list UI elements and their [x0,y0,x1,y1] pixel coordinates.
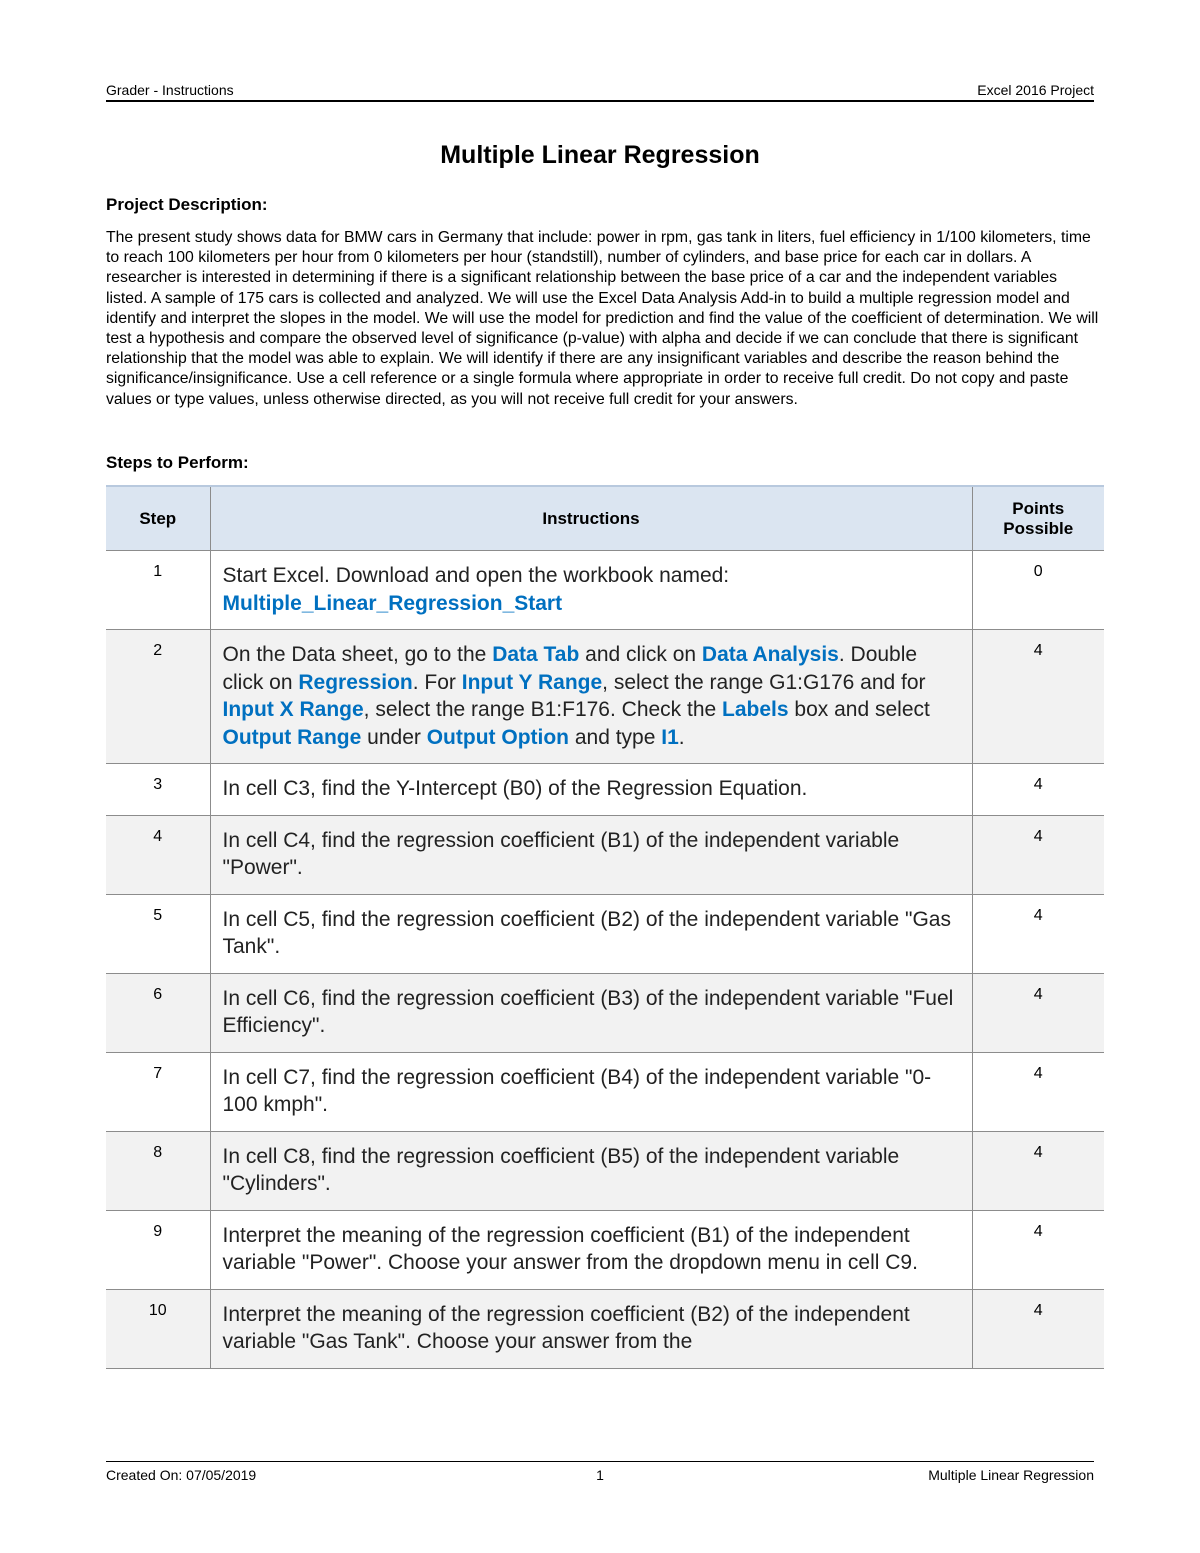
header-instructions: Instructions [210,486,972,551]
step-number: 9 [106,1210,210,1289]
step-instructions [210,894,972,973]
step-instructions [210,630,972,764]
table-header-row [106,486,1104,551]
table-row [106,815,1104,894]
instruction-text: and type [569,725,662,749]
step-instructions [210,1131,972,1210]
step-points: 4 [972,894,1104,973]
table-row [106,1289,1104,1368]
table-row [106,551,1104,630]
instruction-keyword: Regression [298,670,413,694]
step-number: 2 [106,630,210,764]
header-points-line1: Points [1012,498,1065,518]
step-number: 6 [106,973,210,1052]
table-row [106,1131,1104,1210]
instruction-text: In cell C3, find the Y-Intercept (B0) of the Regression Equation. [222,777,808,800]
instruction-keyword: Input Y Range [461,670,603,694]
footer-right: Multiple Linear Regression [928,1467,1094,1483]
table-row [106,630,1104,764]
header-points-line2: Possible [1003,518,1074,538]
instruction-text: . For [412,670,462,694]
steps-table [106,485,1104,1369]
step-instructions [210,1052,972,1131]
instruction-text: In cell C6, find the regression coefficient (B3) of the independent variable "Fuel Efficiency". [222,986,954,1037]
step-instructions [210,551,972,630]
instruction-keyword: Labels [722,698,789,721]
step-points: 4 [972,1210,1104,1289]
step-instructions [210,764,972,816]
header-right: Excel 2016 Project [977,82,1094,98]
instruction-text: under [361,725,427,749]
page-footer [106,1461,1094,1483]
instruction-text: , select the range G1:G176 and for [602,670,926,694]
instruction-keyword: Output Option [426,725,570,749]
table-row [106,973,1104,1052]
instruction-text: In cell C8, find the regression coefficient (B5) of the independent variable "Cylinders". [222,1144,900,1195]
instruction-text: Interpret the meaning of the regression coefficient (B1) of the independent variable "Power". Choose your answer from the dropdown menu in cell C9. [222,1223,918,1274]
table-row [106,1210,1104,1289]
step-number: 5 [106,894,210,973]
instruction-keyword: Data Tab [492,643,580,666]
step-points: 4 [972,764,1104,816]
footer-left: Created On: 07/05/2019 [106,1467,257,1483]
step-instructions [210,973,972,1052]
step-instructions [210,815,972,894]
instruction-text: Start Excel. Download and open the workbook named: [222,564,730,587]
step-points: 4 [972,973,1104,1052]
instruction-text: In cell C5, find the regression coefficient (B2) of the independent variable "Gas Tank". [222,907,951,958]
step-number: 7 [106,1052,210,1131]
step-number: 10 [106,1289,210,1368]
table-row [106,894,1104,973]
page-header [106,82,1094,102]
instruction-text: , select the range B1:F176. Check the [363,698,723,721]
table-row [106,764,1104,816]
instruction-text: In cell C7, find the regression coefficient (B4) of the independent variable "0-100 kmph". [222,1065,932,1116]
project-description-text: The present study shows data for BMW cars in Germany that include: power in rpm, gas tank in liters, fuel efficiency in 1/100 kilometers, time to reach 100 kilometers per hour from 0 kilometers per hour (standstill), number of cylinders, and base price for each car in dollars. A researcher is interested in determining if there is a significant relationship between the base price of a car and the independent variables listed. A sample of 175 cars is collected and analyzed. We will use the Excel Data Analysis Add-in to build a multiple regression model and identify and interpret the slopes in the model. We will use the model for prediction and find the value of the coefficient of determination. We will test a hypothesis and compare the observed level of significance (p-value) with alpha and decide if we can conclude that there is significant relationship that the model was able to explain. We will identify if there are any insignificant variables and describe the reason behind the significance/insignificance. Use a cell reference or a single formula where appropriate in order to receive full credit. Do not copy and paste values or type values, unless otherwise directed, as you will not receive full credit for your answers. [106,229,1099,408]
page-title: Multiple Linear Regression [440,141,760,169]
instruction-text: box and select [788,698,930,721]
steps-heading: Steps to Perform: [106,453,249,472]
step-instructions [210,1289,972,1368]
instruction-text: and click on [579,643,702,666]
header-step: Step [106,486,210,551]
instruction-keyword: Input X Range [222,698,364,721]
instruction-text: . [678,725,685,749]
step-points: 4 [972,1289,1104,1368]
step-points: 4 [972,1131,1104,1210]
step-points: 4 [972,630,1104,764]
step-number: 4 [106,815,210,894]
footer-page-number: 1 [596,1467,604,1483]
instruction-text: On the Data sheet, go to the [222,643,493,666]
project-description-heading: Project Description: [106,195,268,214]
header-points [972,486,1104,551]
step-number: 8 [106,1131,210,1210]
step-instructions [210,1210,972,1289]
instruction-keyword: Multiple_Linear_Regression_Start [222,591,563,615]
instruction-keyword: Data Analysis [701,643,839,666]
instruction-text: Interpret the meaning of the regression coefficient (B2) of the independent variable "Gas Tank". Choose your answer from the [222,1302,910,1353]
table-row [106,1052,1104,1131]
step-number: 3 [106,764,210,816]
step-points: 4 [972,1052,1104,1131]
step-number: 1 [106,551,210,630]
instruction-text: . Double click on [222,643,918,694]
step-points: 4 [972,815,1104,894]
instruction-keyword: Output Range [222,725,362,749]
step-points: 0 [972,551,1104,630]
instruction-keyword: I1 [661,725,679,749]
header-left: Grader - Instructions [106,82,234,98]
instruction-text: In cell C4, find the regression coefficient (B1) of the independent variable "Power". [222,828,900,879]
